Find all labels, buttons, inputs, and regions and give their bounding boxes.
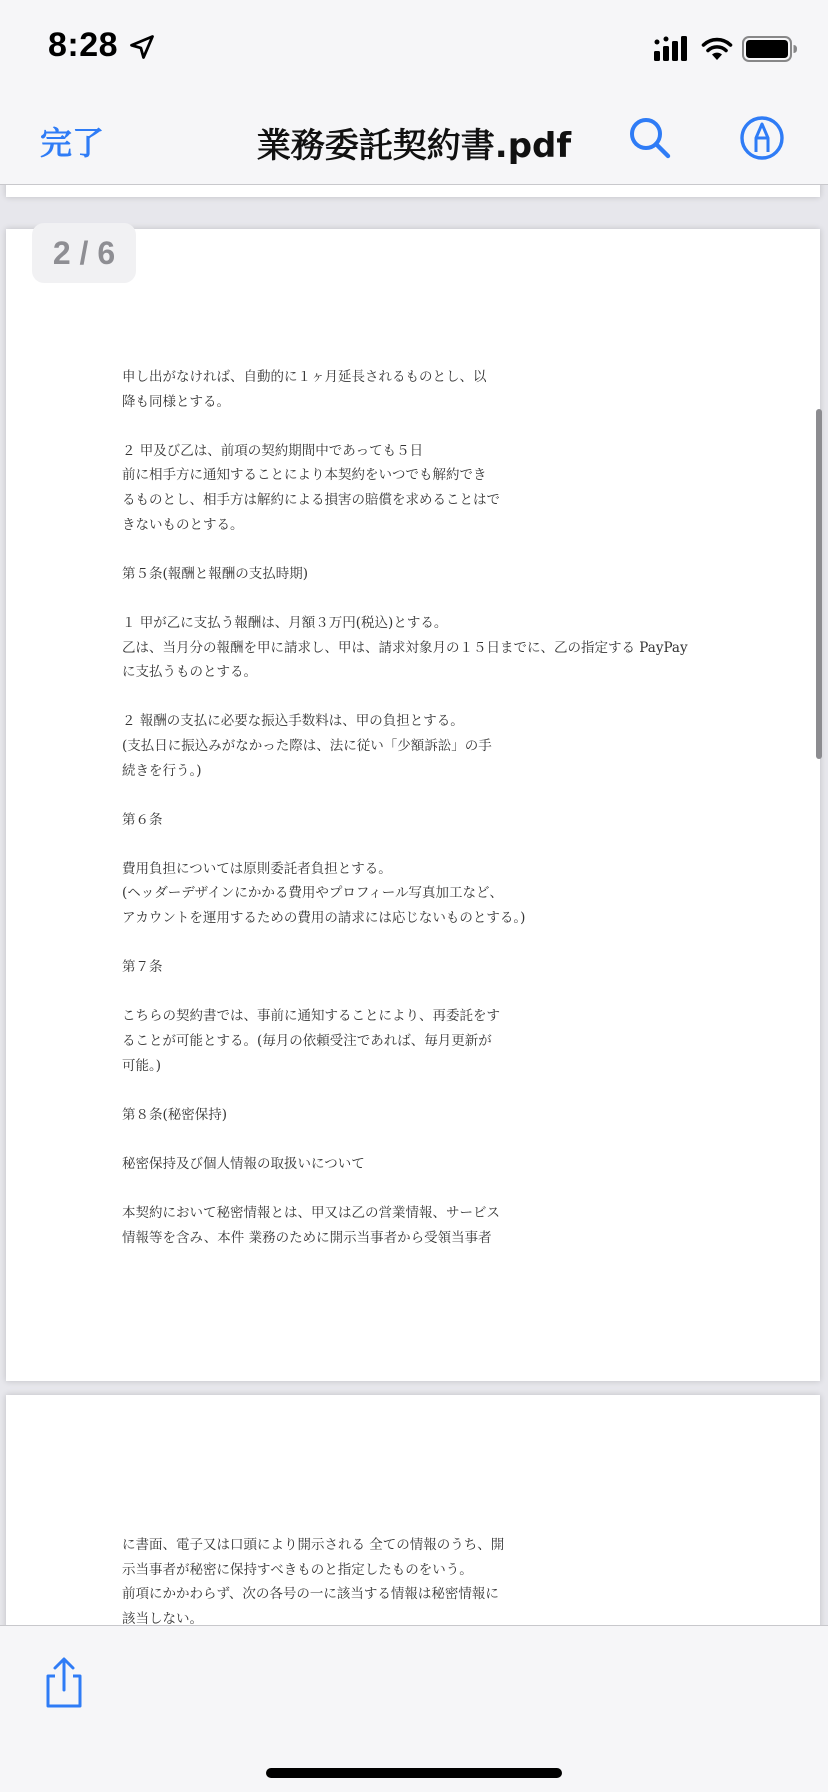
document-text-line: に書面、電子又は口頭により開示される 全ての情報のうち、開 <box>122 1537 505 1553</box>
document-text-line <box>122 931 722 956</box>
document-text-line: 降も同様とする。 <box>122 393 230 410</box>
document-text-line: 秘密保持及び個人情報の取扱いについて <box>122 1156 365 1172</box>
document-text-line: ２ 報酬の支払に必要な振込手数料は、甲の負担とする。 <box>122 713 464 730</box>
document-text-line: ることが可能とする。(毎月の依頼受注であれば、毎月更新が <box>122 1033 492 1050</box>
document-text-line <box>122 537 722 562</box>
document-text-line: 申し出がなければ、自動的に１ヶ月延長されるものとし、以 <box>122 369 487 385</box>
document-text-line: (ヘッダーデザインにかかる費用やプロフィール写真加工など、 <box>122 885 503 902</box>
wifi-icon <box>700 34 734 62</box>
document-text-line: 第５条(報酬と報酬の支払時期) <box>122 565 309 582</box>
cellular-signal-icon <box>654 36 690 62</box>
document-text-line <box>122 414 722 439</box>
document-text-line: こちらの契約書では、事前に通知することにより、再委託をす <box>122 1008 500 1025</box>
document-text-line <box>122 685 722 710</box>
document-text-line: 第８条(秘密保持) <box>122 1106 228 1123</box>
navigation-bar <box>0 96 828 185</box>
document-text-line: 可能。) <box>122 1057 162 1074</box>
document-text-line: 示当事者が秘密に保持すべきものと指定したものをいう。 <box>122 1561 473 1578</box>
scroll-indicator[interactable] <box>816 409 822 759</box>
page-3-text <box>122 1533 722 1625</box>
status-time: 8:28 <box>48 26 119 64</box>
document-text-line: 前に相手方に通知することにより本契約をいつでも解約でき <box>122 467 487 484</box>
done-button[interactable]: 完了 <box>40 124 105 162</box>
document-text-line: 乙は、当月分の報酬を甲に請求し、甲は、請求対象月の１５日までに、乙の指定する PayPay <box>122 639 688 656</box>
document-text-line: ２ 甲及び乙は、前項の契約期間中であっても５日 <box>122 442 424 459</box>
page-2-text <box>122 365 722 1250</box>
document-text-line: (支払日に振込みがなかった際は、法に従い「少額訴訟」の手 <box>122 737 492 754</box>
document-text-line: アカウントを運用するための費用の請求には応じないものとする。) <box>122 910 526 927</box>
markup-icon[interactable] <box>738 114 786 162</box>
document-scroll-area[interactable] <box>0 185 828 1625</box>
status-bar <box>0 0 828 96</box>
document-title: 業務委託契約書.pdf <box>256 126 572 166</box>
document-text-line: 本契約において秘密情報とは、甲又は乙の営業情報、サービス <box>122 1205 500 1222</box>
document-text-line: 第７条 <box>122 959 163 976</box>
battery-icon <box>742 36 798 62</box>
document-text-line <box>122 1078 722 1103</box>
search-icon[interactable] <box>626 114 674 162</box>
document-text-line <box>122 1127 722 1152</box>
document-text-line: １ 甲が乙に支払う報酬は、月額３万円(税込)とする。 <box>122 614 448 631</box>
document-text-line: るものとし、相手方は解約による損害の賠償を求めることはで <box>122 491 500 508</box>
document-text-line: 情報等を含み、本件 業務のために開示当事者から受領当事者 <box>122 1229 492 1246</box>
location-arrow-icon <box>128 33 156 61</box>
document-text-line: 続きを行う。) <box>122 762 202 779</box>
document-text-line: 費用負担については原則委託者負担とする。 <box>122 860 392 877</box>
document-text-line: 第６条 <box>122 811 163 828</box>
document-text-line <box>122 980 722 1005</box>
document-text-line: 該当しない。 <box>122 1610 203 1625</box>
document-text-line <box>122 1177 722 1202</box>
document-text-line <box>122 586 722 611</box>
document-text-line <box>122 832 722 857</box>
document-text-line: に支払うものとする。 <box>122 664 257 681</box>
page-indicator: 2 / 6 <box>32 223 136 283</box>
document-text-line: 前項にかかわらず、次の各号の一に該当する情報は秘密情報に <box>122 1586 499 1603</box>
pdf-page-2 <box>6 229 820 1381</box>
pdf-page-1 <box>6 185 820 197</box>
home-indicator[interactable] <box>266 1768 562 1778</box>
bottom-toolbar <box>0 1625 828 1792</box>
document-text-line <box>122 783 722 808</box>
pdf-page-3 <box>6 1395 820 1625</box>
share-icon[interactable] <box>40 1656 88 1710</box>
document-text-line: きないものとする。 <box>122 516 244 533</box>
